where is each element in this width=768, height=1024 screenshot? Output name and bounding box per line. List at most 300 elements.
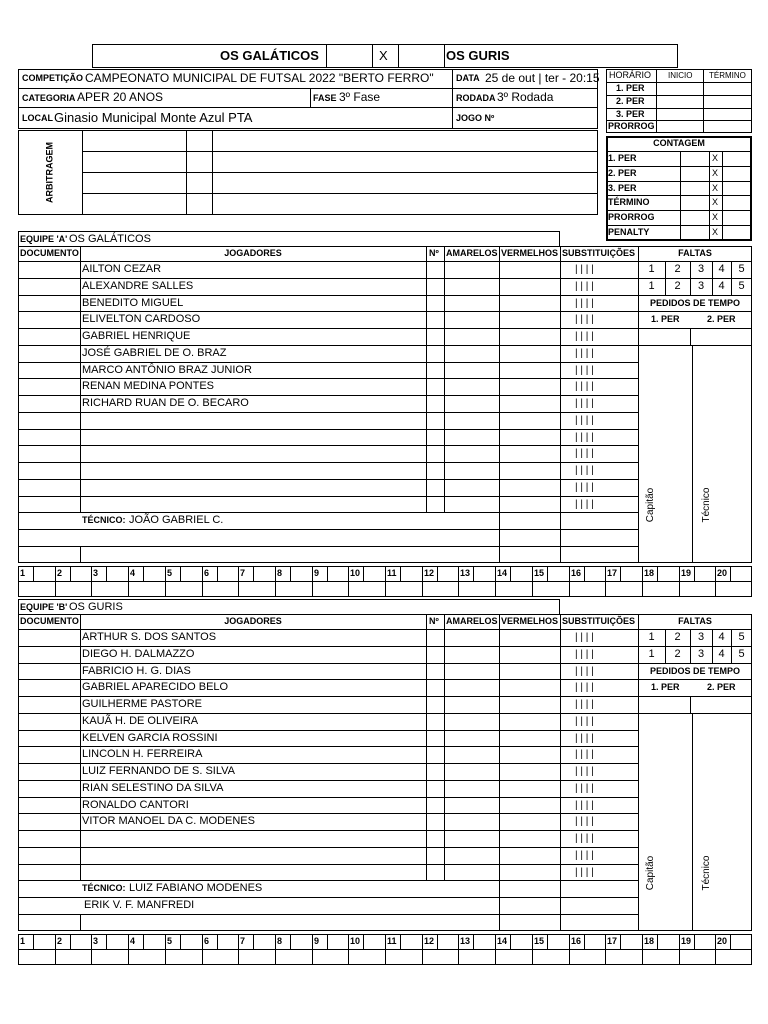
count-number: 9 xyxy=(314,568,320,578)
col-substituicoes: SUBSTITUIÇÕES xyxy=(562,248,636,258)
contagem-row-label: 1. PER xyxy=(608,153,637,163)
grid-line xyxy=(18,429,638,430)
faltas-number: 2 xyxy=(674,648,681,660)
col-substituicoes: SUBSTITUIÇÕES xyxy=(562,616,636,626)
pedido-per1: 1. PER xyxy=(651,314,680,324)
grid-line xyxy=(18,295,638,296)
grid-line xyxy=(18,746,638,747)
grid-line xyxy=(400,934,401,949)
tecnico-vertical-label: Técnico xyxy=(701,855,712,891)
grid-line xyxy=(106,566,107,581)
faltas-number: 3 xyxy=(697,280,705,292)
grid-line xyxy=(275,566,276,597)
grid-line xyxy=(680,151,681,240)
player-name: KAUÃ H. DE OLIVEIRA xyxy=(82,715,199,727)
grid-line xyxy=(532,566,533,597)
grid-line xyxy=(312,566,313,597)
count-number: 15 xyxy=(534,936,545,946)
grid-line xyxy=(638,663,752,664)
faltas-number: 3 xyxy=(697,648,705,660)
count-number: 1 xyxy=(20,936,26,946)
count-number: 15 xyxy=(534,568,545,578)
grid-line xyxy=(348,566,349,597)
grid-line xyxy=(18,713,638,714)
capitao-label: Capitão xyxy=(645,487,656,523)
count-number: 4 xyxy=(130,568,136,578)
contagem-x-mark: X xyxy=(712,212,719,222)
faltas-number: 4 xyxy=(718,648,725,660)
contagem-x-mark: X xyxy=(712,197,719,207)
col-faltas: FALTAS xyxy=(678,616,712,626)
count-number: 7 xyxy=(240,568,246,578)
grid-line xyxy=(18,813,638,814)
contagem-x-mark: X xyxy=(712,168,719,178)
grid-line xyxy=(385,934,386,965)
grid-line xyxy=(606,210,752,211)
grid-line xyxy=(18,395,638,396)
grid-line xyxy=(106,934,107,949)
team-label: EQUIPE 'B' xyxy=(20,602,68,612)
col-faltas: FALTAS xyxy=(678,248,712,258)
grid-line xyxy=(80,546,81,563)
grid-line xyxy=(18,445,638,446)
grid-line xyxy=(532,934,533,965)
substitution-marks: | | | | xyxy=(575,415,594,426)
fase-label: FASE xyxy=(313,93,337,103)
grid-line xyxy=(657,566,658,581)
team-b-title: OS GURIS xyxy=(446,48,510,63)
team-name: OS GURIS xyxy=(69,601,123,613)
player-name: VITOR MANOEL DA C. MODENES xyxy=(82,815,255,827)
grid-line xyxy=(606,181,752,182)
player-name: LUIZ FERNANDO DE S. SILVA xyxy=(82,765,236,777)
grid-line xyxy=(458,566,459,597)
grid-line xyxy=(560,246,561,563)
rodada-value: 3º Rodada xyxy=(497,90,554,104)
horario-row-3: 3. PER xyxy=(616,109,645,119)
count-number: 11 xyxy=(387,936,397,946)
grid-line xyxy=(217,566,218,581)
substitution-marks: | | | | xyxy=(575,314,594,325)
faltas-number: 3 xyxy=(697,263,705,275)
substitution-marks: | | | | xyxy=(575,850,594,861)
substitution-marks: | | | | xyxy=(575,833,594,844)
grid-line xyxy=(715,934,716,965)
count-number: 8 xyxy=(277,936,283,946)
pedido-per1: 1. PER xyxy=(651,682,680,692)
faltas-number: 5 xyxy=(738,631,745,643)
grid-line xyxy=(18,462,638,463)
grid-line xyxy=(348,934,349,965)
grid-line xyxy=(18,496,638,497)
count-number: 13 xyxy=(460,568,471,578)
faltas-number: 5 xyxy=(738,648,745,660)
grid-line xyxy=(569,566,570,597)
grid-line xyxy=(499,614,500,931)
categoria-label: CATEGORIA xyxy=(22,93,76,103)
substitution-marks: | | | | xyxy=(575,716,594,727)
grid-line xyxy=(80,914,81,931)
substitution-marks: | | | | xyxy=(575,682,594,693)
grid-line xyxy=(709,151,710,240)
grid-line xyxy=(495,934,496,965)
tecnico-label: TÉCNICO: xyxy=(82,883,126,893)
grid-line xyxy=(694,566,695,581)
count-number: 18 xyxy=(644,936,655,946)
substitution-marks: | | | | xyxy=(575,348,594,359)
grid-line xyxy=(499,246,500,563)
grid-line xyxy=(70,566,71,581)
count-number: 6 xyxy=(204,936,210,946)
grid-line xyxy=(202,566,203,597)
grid-line xyxy=(722,151,723,240)
grid-line xyxy=(238,934,239,965)
grid-line xyxy=(638,345,752,346)
grid-line xyxy=(444,246,445,512)
grid-line xyxy=(458,934,459,965)
col-numero: Nº xyxy=(429,248,439,258)
grid-line xyxy=(437,934,438,949)
grid-line xyxy=(679,934,680,965)
count-number: 2 xyxy=(57,936,63,946)
grid-line xyxy=(253,566,254,581)
pedido-per2: 2. PER xyxy=(707,314,736,324)
grid-line xyxy=(584,566,585,581)
count-number: 17 xyxy=(607,568,618,578)
grid-line xyxy=(18,345,638,346)
substitution-marks: | | | | xyxy=(575,867,594,878)
count-number: 6 xyxy=(204,568,210,578)
arbitragem-label: ARBITRAGEM xyxy=(44,142,55,203)
faltas-number: 5 xyxy=(738,263,745,275)
grid-line xyxy=(33,566,34,581)
substitution-marks: | | | | xyxy=(575,699,594,710)
player-name: RIAN SELESTINO DA SILVA xyxy=(82,782,224,794)
substitution-marks: | | | | xyxy=(575,448,594,459)
grid-line xyxy=(510,934,511,949)
count-number: 8 xyxy=(277,568,283,578)
player-name: DIEGO H. DALMAZZO xyxy=(82,648,195,660)
grid-line xyxy=(91,934,92,965)
grid-line xyxy=(584,934,585,949)
count-number: 19 xyxy=(681,568,692,578)
grid-line xyxy=(18,629,752,630)
grid-line xyxy=(730,934,731,949)
grid-line xyxy=(444,614,445,880)
pedido-per2: 2. PER xyxy=(707,682,736,692)
grid-line xyxy=(547,566,548,581)
grid-line xyxy=(55,566,56,597)
grid-line xyxy=(606,225,752,226)
substitution-marks: | | | | xyxy=(575,783,594,794)
grid-line xyxy=(143,566,144,581)
grid-line xyxy=(638,311,752,312)
grid-line xyxy=(18,378,638,379)
grid-line xyxy=(385,566,386,597)
tecnico-name: LUIZ FABIANO MODENES xyxy=(129,882,263,894)
grid-line xyxy=(657,934,658,949)
grid-line xyxy=(18,646,638,647)
grid-line xyxy=(694,934,695,949)
substitution-marks: | | | | xyxy=(575,465,594,476)
grid-line xyxy=(18,763,638,764)
grid-line xyxy=(638,713,752,714)
count-number: 7 xyxy=(240,936,246,946)
grid-line xyxy=(18,412,638,413)
grid-line xyxy=(606,166,752,167)
grid-line xyxy=(473,934,474,949)
grid-line xyxy=(638,278,752,279)
categoria-value: APER 20 ANOS xyxy=(77,90,164,104)
grid-line xyxy=(638,679,752,680)
grid-line xyxy=(18,696,638,697)
team-label: EQUIPE 'A' xyxy=(20,234,68,244)
contagem-x-mark: X xyxy=(712,153,719,163)
count-number: 16 xyxy=(571,936,582,946)
grid-line xyxy=(605,566,606,597)
faltas-number: 2 xyxy=(674,631,681,643)
substitution-marks: | | | | xyxy=(575,649,594,660)
contagem-row-label: TÉRMINO xyxy=(608,197,650,207)
faltas-number: 1 xyxy=(648,631,655,643)
grid-line xyxy=(510,566,511,581)
grid-line xyxy=(18,362,638,363)
extra-name: ERIK V. F. MANFREDI xyxy=(84,899,195,911)
substitution-marks: | | | | xyxy=(575,766,594,777)
contagem-row-label: 2. PER xyxy=(608,168,637,178)
grid-line xyxy=(165,934,166,965)
grid-line xyxy=(18,546,638,547)
faltas-number: 5 xyxy=(738,280,745,292)
count-number: 4 xyxy=(130,936,136,946)
substitution-marks: | | | | xyxy=(575,733,594,744)
contagem-row-label: PRORROG xyxy=(608,212,655,222)
count-number: 13 xyxy=(460,936,471,946)
horario-row-2: 2. PER xyxy=(616,96,645,106)
player-name: BENEDITO MIGUEL xyxy=(82,297,184,309)
grid-line xyxy=(238,566,239,597)
grid-line xyxy=(91,566,92,597)
pedidos-de-tempo: PEDIDOS DE TEMPO xyxy=(649,666,740,676)
grid-line xyxy=(18,663,638,664)
count-number: 5 xyxy=(167,568,173,578)
count-number: 14 xyxy=(497,936,508,946)
col-documento: DOCUMENTO xyxy=(20,248,79,258)
grid-line xyxy=(253,934,254,949)
substitution-marks: | | | | xyxy=(575,632,594,643)
count-number: 14 xyxy=(497,568,508,578)
player-name: ALEXANDRE SALLES xyxy=(82,280,194,292)
grid-line xyxy=(180,566,181,581)
rodada-label: RODADA xyxy=(456,93,496,103)
substitution-marks: | | | | xyxy=(575,666,594,677)
grid-line xyxy=(202,934,203,965)
grid-line xyxy=(400,566,401,581)
fase-value: 3º Fase xyxy=(339,90,381,104)
grid-line xyxy=(327,566,328,581)
substitution-marks: | | | | xyxy=(575,482,594,493)
faltas-number: 4 xyxy=(718,263,725,275)
count-number: 3 xyxy=(93,568,99,578)
col-jogadores: JOGADORES xyxy=(224,248,282,258)
pedidos-de-tempo: PEDIDOS DE TEMPO xyxy=(649,298,740,308)
substitution-marks: | | | | xyxy=(575,281,594,292)
substitution-marks: | | | | xyxy=(575,381,594,392)
grid-line xyxy=(290,934,291,949)
player-name: RENAN MEDINA PONTES xyxy=(82,380,215,392)
substitution-marks: | | | | xyxy=(575,800,594,811)
grid-line xyxy=(18,479,638,480)
player-name: KELVEN GARCIA ROSSINI xyxy=(82,732,218,744)
substitution-marks: | | | | xyxy=(575,499,594,510)
jogo-label: JOGO Nº xyxy=(456,113,495,123)
grid-line xyxy=(55,934,56,965)
grid-line xyxy=(18,880,638,881)
grid-line xyxy=(422,934,423,965)
horario-row-1: 1. PER xyxy=(616,83,645,93)
grid-line xyxy=(560,614,561,931)
grid-line xyxy=(495,566,496,597)
grid-line xyxy=(605,934,606,965)
col-jogadores: JOGADORES xyxy=(224,616,282,626)
substitution-marks: | | | | xyxy=(575,398,594,409)
grid-line xyxy=(437,566,438,581)
player-name: ARTHUR S. DOS SANTOS xyxy=(82,631,217,643)
grid-line xyxy=(18,830,638,831)
count-number: 16 xyxy=(571,568,582,578)
grid-line xyxy=(165,566,166,597)
count-number: 3 xyxy=(93,936,99,946)
contagem-row-label: PENALTY xyxy=(608,227,650,237)
grid-line xyxy=(690,696,691,713)
player-name: LINCOLN H. FERREIRA xyxy=(82,748,203,760)
local-label: LOCAL xyxy=(22,113,53,123)
competicao-value: CAMPEONATO MUNICIPAL DE FUTSAL 2022 "BERTO FERRO" xyxy=(85,71,434,85)
contagem-x-mark: X xyxy=(712,183,719,193)
horario-termino: TÉRMINO xyxy=(709,71,746,80)
grid-line xyxy=(18,780,638,781)
grid-line xyxy=(606,151,752,152)
player-name: ELIVELTON CARDOSO xyxy=(82,313,201,325)
faltas-number: 4 xyxy=(718,280,725,292)
grid-line xyxy=(620,934,621,949)
count-number: 19 xyxy=(681,936,692,946)
count-number: 20 xyxy=(717,568,728,578)
grid-line xyxy=(18,730,638,731)
grid-line xyxy=(638,614,639,931)
grid-line xyxy=(422,566,423,597)
grid-line xyxy=(638,328,752,329)
grid-line xyxy=(290,566,291,581)
grid-line xyxy=(18,914,638,915)
player-name: GABRIEL APARECIDO BELO xyxy=(82,681,229,693)
grid-line xyxy=(18,311,638,312)
competicao-label: COMPETIÇÃO xyxy=(22,73,84,83)
grid-line xyxy=(642,566,643,597)
grid-line xyxy=(143,934,144,949)
grid-line xyxy=(18,328,638,329)
grid-line xyxy=(620,566,621,581)
count-number: 9 xyxy=(314,936,320,946)
substitution-marks: | | | | xyxy=(575,264,594,275)
faltas-number: 2 xyxy=(674,263,681,275)
capitao-label: Capitão xyxy=(645,855,656,891)
grid-line xyxy=(679,566,680,597)
horario-row-prorrog: PRORROG xyxy=(608,121,655,131)
col-documento: DOCUMENTO xyxy=(20,616,79,626)
grid-line xyxy=(128,566,129,597)
team-a-title: OS GALÁTICOS xyxy=(220,48,319,63)
grid-line xyxy=(692,345,693,563)
faltas-number: 1 xyxy=(648,263,655,275)
grid-line xyxy=(180,934,181,949)
substitution-marks: | | | | xyxy=(575,816,594,827)
count-number: 10 xyxy=(350,936,361,946)
count-number: 17 xyxy=(607,936,618,946)
contagem-title: CONTAGEM xyxy=(653,138,705,148)
grid-line xyxy=(730,566,731,581)
player-name: JOSÉ GABRIEL DE O. BRAZ xyxy=(82,347,227,359)
faltas-number: 3 xyxy=(697,631,705,643)
substitution-marks: | | | | xyxy=(575,331,594,342)
player-name: RONALDO CANTORI xyxy=(82,799,189,811)
player-name: GUILHERME PASTORE xyxy=(82,698,203,710)
grid-line xyxy=(638,295,752,296)
grid-line xyxy=(18,679,638,680)
grid-line xyxy=(18,847,638,848)
col-amarelos: AMARELOS xyxy=(446,616,498,626)
tecnico-label: TÉCNICO: xyxy=(82,515,126,525)
grid-line xyxy=(312,934,313,965)
count-number: 5 xyxy=(167,936,173,946)
tecnico-vertical-label: Técnico xyxy=(701,487,712,523)
contagem-x-mark: X xyxy=(712,227,719,237)
grid-line xyxy=(642,934,643,965)
grid-line xyxy=(638,646,752,647)
grid-line xyxy=(217,934,218,949)
grid-line xyxy=(128,934,129,965)
grid-line xyxy=(692,713,693,931)
substitution-marks: | | | | xyxy=(575,298,594,309)
grid-line xyxy=(80,614,81,880)
grid-line xyxy=(18,797,638,798)
player-name: GABRIEL HENRIQUE xyxy=(82,330,191,342)
data-value: 25 de out | ter - 20:15 xyxy=(485,71,600,85)
faltas-number: 1 xyxy=(648,648,655,660)
grid-line xyxy=(426,614,427,880)
count-number: 11 xyxy=(387,568,397,578)
grid-line xyxy=(18,261,752,262)
count-number: 1 xyxy=(20,568,26,578)
player-name: FABRICIO H. G. DIAS xyxy=(82,665,191,677)
grid-line xyxy=(18,897,638,898)
faltas-number: 2 xyxy=(674,280,681,292)
grid-line xyxy=(18,529,638,530)
substitution-marks: | | | | xyxy=(575,365,594,376)
count-number: 12 xyxy=(424,936,435,946)
grid-line xyxy=(18,278,638,279)
tecnico-name: JOÃO GABRIEL C. xyxy=(129,514,224,526)
local-value: Ginasio Municipal Monte Azul PTA xyxy=(54,110,253,125)
grid-line xyxy=(363,566,364,581)
col-amarelos: AMARELOS xyxy=(446,248,498,258)
team-name: OS GALÁTICOS xyxy=(69,233,151,245)
grid-line xyxy=(18,512,638,513)
substitution-marks: | | | | xyxy=(575,749,594,760)
grid-line xyxy=(606,195,752,196)
grid-line xyxy=(33,934,34,949)
col-vermelhos: VERMELHOS xyxy=(501,616,559,626)
